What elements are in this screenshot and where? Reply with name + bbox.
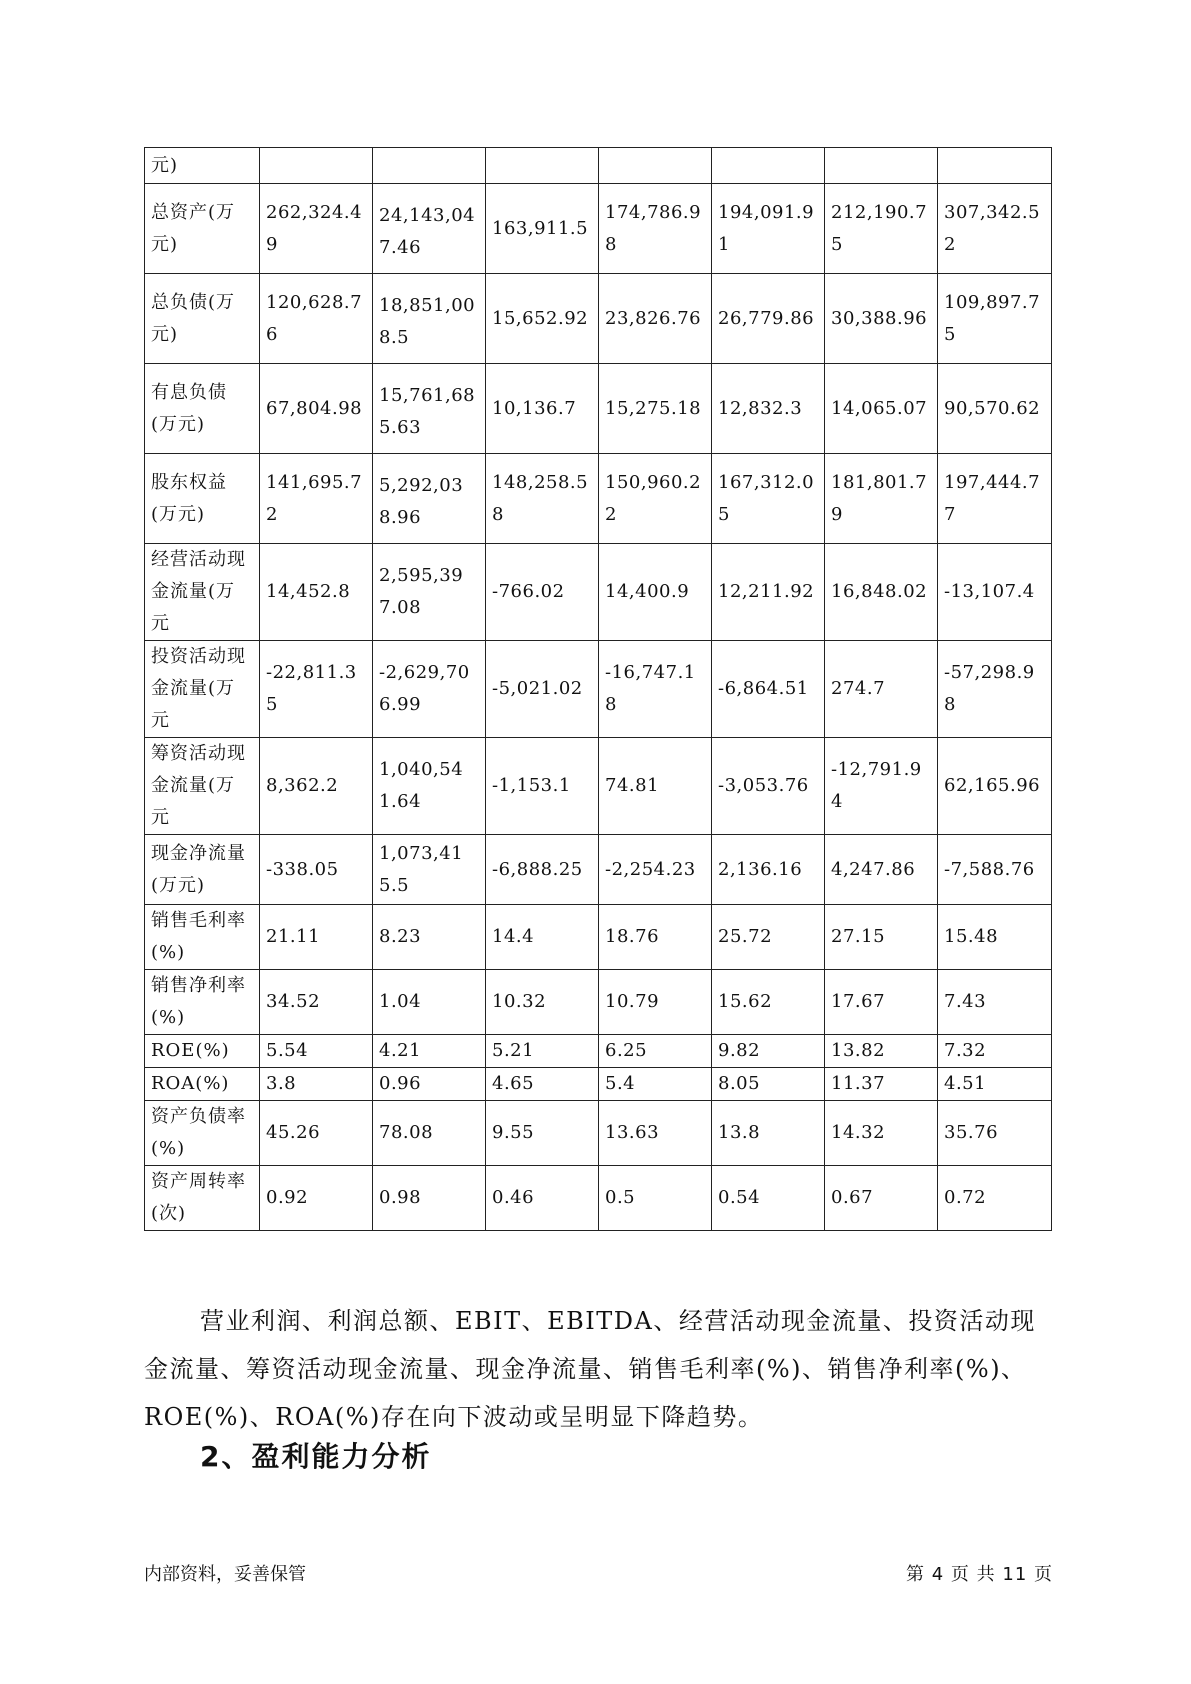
table-cell: 167,312.05 — [712, 454, 825, 544]
table-cell: 4.21 — [373, 1035, 486, 1068]
table-cell: 120,628.76 — [260, 274, 373, 364]
table-cell: -7,588.76 — [938, 835, 1052, 905]
table-cell: -6,888.25 — [486, 835, 599, 905]
table-cell: 8,362.2 — [260, 738, 373, 835]
row-label: 销售毛利率(%) — [145, 905, 260, 970]
table-cell: 1.04 — [373, 970, 486, 1035]
row-label: 股东权益(万元) — [145, 454, 260, 544]
table-cell: 26,779.86 — [712, 274, 825, 364]
table-cell: 7.43 — [938, 970, 1052, 1035]
table-cell: 109,897.75 — [938, 274, 1052, 364]
row-label: 资产周转率(次) — [145, 1166, 260, 1231]
table-cell: 9.82 — [712, 1035, 825, 1068]
table-cell: 4.65 — [486, 1068, 599, 1101]
table-row — [145, 364, 1052, 454]
table-cell: 8.23 — [373, 905, 486, 970]
table-cell: 0.46 — [486, 1166, 599, 1231]
table-cell: -16,747.18 — [599, 641, 712, 738]
table-cell: 14,452.8 — [260, 544, 373, 641]
table-row — [145, 1068, 1052, 1101]
table-row — [145, 148, 1052, 184]
table-cell: 141,695.72 — [260, 454, 373, 544]
table-cell — [599, 148, 712, 184]
table-row — [145, 905, 1052, 970]
row-label: 经营活动现金流量(万元 — [145, 544, 260, 641]
table-cell: 12,832.3 — [712, 364, 825, 454]
table-cell: 15,761,685.63 — [373, 364, 486, 454]
table-cell: 174,786.98 — [599, 184, 712, 274]
table-cell: 0.96 — [373, 1068, 486, 1101]
table-cell: 67,804.98 — [260, 364, 373, 454]
table-cell: 21.11 — [260, 905, 373, 970]
table-cell: 262,324.49 — [260, 184, 373, 274]
table-cell: 10.79 — [599, 970, 712, 1035]
table-cell: 194,091.91 — [712, 184, 825, 274]
table-cell: 2,595,397.08 — [373, 544, 486, 641]
table-cell: 2,136.16 — [712, 835, 825, 905]
table-cell: 62,165.96 — [938, 738, 1052, 835]
table-cell: 8.05 — [712, 1068, 825, 1101]
table-cell: 24,143,047.46 — [373, 184, 486, 274]
table-cell: 0.67 — [825, 1166, 938, 1231]
table-cell: 90,570.62 — [938, 364, 1052, 454]
table-cell: 148,258.58 — [486, 454, 599, 544]
table-cell: 45.26 — [260, 1101, 373, 1166]
table-cell: 4.51 — [938, 1068, 1052, 1101]
table-row — [145, 970, 1052, 1035]
table-cell: -2,254.23 — [599, 835, 712, 905]
table-cell: 10.32 — [486, 970, 599, 1035]
table-cell: -338.05 — [260, 835, 373, 905]
table-cell: 23,826.76 — [599, 274, 712, 364]
row-label: ROA(%) — [145, 1068, 260, 1101]
table-cell: 35.76 — [938, 1101, 1052, 1166]
table-cell: 34.52 — [260, 970, 373, 1035]
table-cell: 6.25 — [599, 1035, 712, 1068]
table-cell: 5.54 — [260, 1035, 373, 1068]
table-cell: 212,190.75 — [825, 184, 938, 274]
table-cell: -766.02 — [486, 544, 599, 641]
table-row — [145, 274, 1052, 364]
table-cell: 5,292,038.96 — [373, 454, 486, 544]
table-cell: 13.63 — [599, 1101, 712, 1166]
table-cell: 4,247.86 — [825, 835, 938, 905]
table-cell: 0.98 — [373, 1166, 486, 1231]
table-cell: 14.4 — [486, 905, 599, 970]
table-cell: 78.08 — [373, 1101, 486, 1166]
table-cell: 15,275.18 — [599, 364, 712, 454]
table-cell: 27.15 — [825, 905, 938, 970]
table-row — [145, 1166, 1052, 1231]
table-cell: 307,342.52 — [938, 184, 1052, 274]
analysis-paragraph: 营业利润、利润总额、EBIT、EBITDA、经营活动现金流量、投资活动现金流量、筹资活动现金流量、现金净流量、销售毛利率(%)、销售净利率(%)、ROE(%)、ROA(%)存在向下波动或呈明显下降趋势。 — [144, 1307, 1036, 1431]
table-cell: 15.48 — [938, 905, 1052, 970]
table-cell: 13.8 — [712, 1101, 825, 1166]
table-cell: 197,444.77 — [938, 454, 1052, 544]
table-cell: -1,153.1 — [486, 738, 599, 835]
table-cell: -57,298.98 — [938, 641, 1052, 738]
table-cell: -13,107.4 — [938, 544, 1052, 641]
row-label: 总资产(万元) — [145, 184, 260, 274]
table-cell: 14.32 — [825, 1101, 938, 1166]
row-label: ROE(%) — [145, 1035, 260, 1068]
row-label: 投资活动现金流量(万元 — [145, 641, 260, 738]
table-cell: 163,911.5 — [486, 184, 599, 274]
table-cell — [486, 148, 599, 184]
table-cell: 0.54 — [712, 1166, 825, 1231]
table-cell: -12,791.94 — [825, 738, 938, 835]
table-cell: 30,388.96 — [825, 274, 938, 364]
table-row — [145, 1035, 1052, 1068]
table-cell: 15.62 — [712, 970, 825, 1035]
table-cell: 9.55 — [486, 1101, 599, 1166]
table-cell: 16,848.02 — [825, 544, 938, 641]
row-label: 现金净流量(万元) — [145, 835, 260, 905]
table-cell: 25.72 — [712, 905, 825, 970]
table-cell: 5.21 — [486, 1035, 599, 1068]
table-cell: 18,851,008.5 — [373, 274, 486, 364]
footer-confidential-note: 内部资料，妥善保管 — [144, 1564, 306, 1585]
table-row — [145, 738, 1052, 835]
table-cell: 150,960.22 — [599, 454, 712, 544]
table-cell: 181,801.79 — [825, 454, 938, 544]
table-row — [145, 835, 1052, 905]
footer-page-number: 第 4 页 共 11 页 — [906, 1564, 1053, 1585]
row-label: 元) — [145, 148, 260, 184]
table-cell: 7.32 — [938, 1035, 1052, 1068]
row-label: 销售净利率(%) — [145, 970, 260, 1035]
table-row — [145, 544, 1052, 641]
table-row — [145, 184, 1052, 274]
table-cell: 12,211.92 — [712, 544, 825, 641]
table-cell: 15,652.92 — [486, 274, 599, 364]
section-heading: 2、盈利能力分析 — [200, 1440, 432, 1473]
table-cell: 5.4 — [599, 1068, 712, 1101]
table-cell: 14,400.9 — [599, 544, 712, 641]
table-cell: 74.81 — [599, 738, 712, 835]
table-cell: 10,136.7 — [486, 364, 599, 454]
table-cell: -5,021.02 — [486, 641, 599, 738]
table-cell: -2,629,706.99 — [373, 641, 486, 738]
row-label: 有息负债(万元) — [145, 364, 260, 454]
table-row — [145, 1101, 1052, 1166]
table-cell: 1,040,541.64 — [373, 738, 486, 835]
row-label: 筹资活动现金流量(万元 — [145, 738, 260, 835]
table-cell: 1,073,415.5 — [373, 835, 486, 905]
table-cell — [260, 148, 373, 184]
table-cell: 18.76 — [599, 905, 712, 970]
row-label: 资产负债率(%) — [145, 1101, 260, 1166]
table-cell: -22,811.35 — [260, 641, 373, 738]
table-cell: 3.8 — [260, 1068, 373, 1101]
table-cell — [825, 148, 938, 184]
row-label: 总负债(万元) — [145, 274, 260, 364]
table-cell: 0.92 — [260, 1166, 373, 1231]
table-cell — [712, 148, 825, 184]
table-cell — [938, 148, 1052, 184]
table-cell: 17.67 — [825, 970, 938, 1035]
table-cell — [373, 148, 486, 184]
financial-table — [144, 147, 1052, 1231]
table-cell: 13.82 — [825, 1035, 938, 1068]
table-row — [145, 641, 1052, 738]
table-cell: 0.5 — [599, 1166, 712, 1231]
table-cell: 14,065.07 — [825, 364, 938, 454]
table-row — [145, 454, 1052, 544]
table-cell: 274.7 — [825, 641, 938, 738]
table-cell: 11.37 — [825, 1068, 938, 1101]
table-cell: -3,053.76 — [712, 738, 825, 835]
table-cell: 0.72 — [938, 1166, 1052, 1231]
table-cell: -6,864.51 — [712, 641, 825, 738]
